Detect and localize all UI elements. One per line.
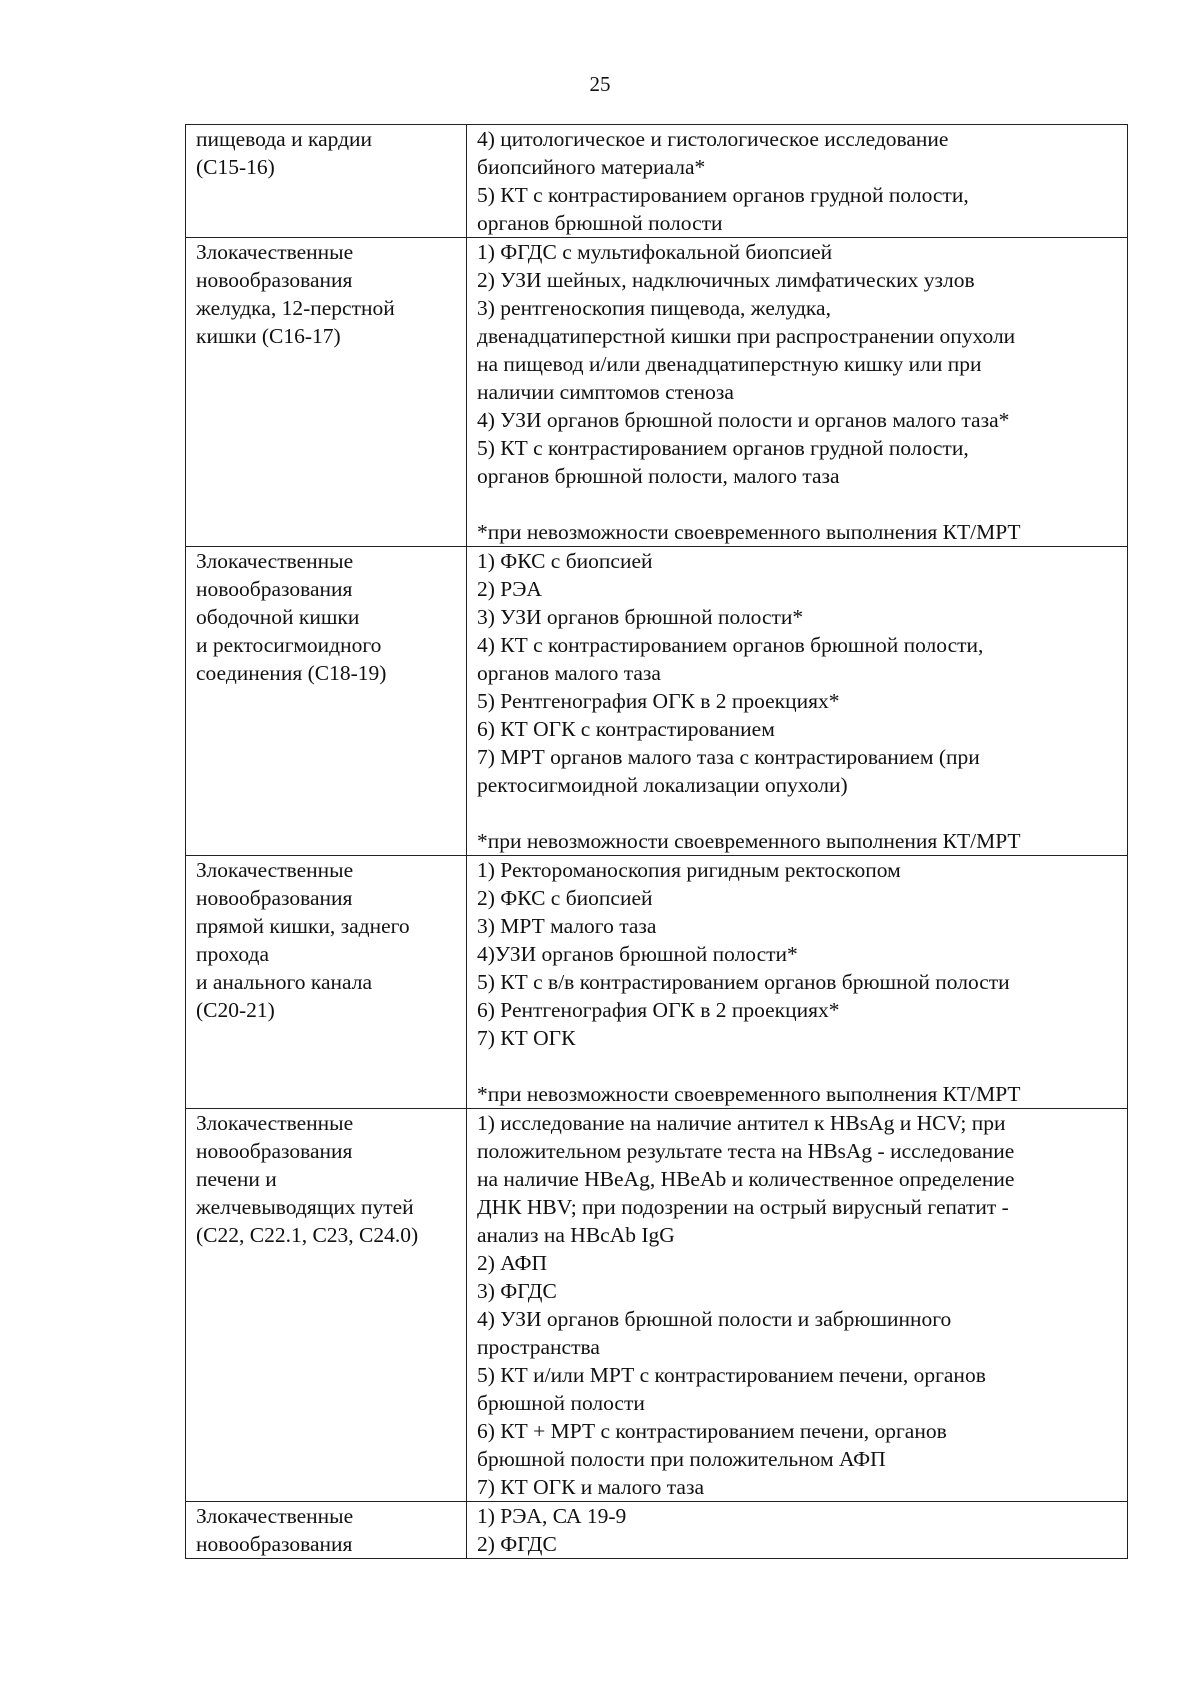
examination-line: 4) цитологическое и гистологическое исследование <box>477 127 949 151</box>
examination-line: 5) Рентгенография ОГК в 2 проекциях* <box>477 689 840 713</box>
table-row <box>186 1109 1128 1502</box>
examination-line: ректосигмоидной локализации опухоли) <box>477 773 848 797</box>
examination-line: органов малого таза <box>477 661 661 685</box>
diagnosis-line: желудка, 12-перстной <box>196 296 395 320</box>
diagnosis-cell <box>186 547 467 856</box>
examination-line: 5) КТ с контрастированием органов грудной полости, <box>477 183 969 207</box>
examination-line: ДНК HBV; при подозрении на острый вирусный гепатит - <box>477 1195 1009 1219</box>
examination-cell <box>467 1502 1128 1559</box>
diagnosis-line: печени и <box>196 1167 277 1191</box>
table-row <box>186 238 1128 547</box>
diagnosis-line: Злокачественные <box>196 549 354 573</box>
diagnosis-cell <box>186 1109 467 1502</box>
examination-line: 4)УЗИ органов брюшной полости* <box>477 942 798 966</box>
diagnosis-line: желчевыводящих путей <box>196 1195 414 1219</box>
diagnosis-line: пищевода и кардии <box>196 127 373 151</box>
examination-line: 5) КТ и/или МРТ с контрастированием печени, органов <box>477 1363 986 1387</box>
diagnosis-line: и анального канала <box>196 970 373 994</box>
examination-line: 5) КТ с в/в контрастированием органов брюшной полости <box>477 970 1010 994</box>
diagnosis-line: прямой кишки, заднего <box>196 914 410 938</box>
examination-line: 4) УЗИ органов брюшной полости и органов малого таза* <box>477 408 1010 432</box>
diagnosis-line: новообразования <box>196 1532 353 1556</box>
diagnosis-line: ободочной кишки <box>196 605 360 629</box>
examination-line: органов брюшной полости <box>477 211 723 235</box>
examination-line: 1) ФКС с биопсией <box>477 549 653 573</box>
examination-cell <box>467 547 1128 856</box>
examination-line: пространства <box>477 1335 600 1359</box>
examination-cell <box>467 856 1128 1109</box>
diagnosis-cell <box>186 1502 467 1559</box>
examination-line: на пищевод и/или двенадцатиперстную кишку или при <box>477 352 982 376</box>
examination-line: 3) МРТ малого таза <box>477 914 657 938</box>
diagnosis-line: (С22, С22.1, С23, С24.0) <box>196 1223 419 1247</box>
examination-line: двенадцатиперстной кишки при распространении опухоли <box>477 324 1016 348</box>
examination-line: 6) Рентгенография ОГК в 2 проекциях* <box>477 998 840 1022</box>
examination-line: 1) Ректороманоскопия ригидным ректоскопом <box>477 858 901 882</box>
examination-line: 4) КТ с контрастированием органов брюшной полости, <box>477 633 984 657</box>
examination-line: *при невозможности своевременного выполнения КТ/МРТ <box>477 520 1021 544</box>
examination-cell <box>467 1109 1128 1502</box>
diagnosis-line: Злокачественные <box>196 240 354 264</box>
examination-line: 2) ФГДС <box>477 1532 557 1556</box>
examination-line: анализ на HBcAb IgG <box>477 1223 675 1247</box>
examination-line: 5) КТ с контрастированием органов грудной полости, <box>477 436 969 460</box>
diagnosis-line: кишки (С16-17) <box>196 324 341 348</box>
examination-line: положительном результате теста на HBsAg - исследование <box>477 1139 1015 1163</box>
examination-line: 3) УЗИ органов брюшной полости* <box>477 605 804 629</box>
examination-line: 2) УЗИ шейных, надключичных лимфатических узлов <box>477 268 975 292</box>
diagnosis-line: новообразования <box>196 268 353 292</box>
examination-line: на наличие HBeAg, HBeAb и количественное определение <box>477 1167 1015 1191</box>
examination-line: 6) КТ + МРТ с контрастированием печени, органов <box>477 1419 947 1443</box>
table-row <box>186 856 1128 1109</box>
diagnosis-line: Злокачественные <box>196 858 354 882</box>
diagnosis-line: прохода <box>196 942 270 966</box>
examination-line: 1) ФГДС с мультифокальной биопсией <box>477 240 833 264</box>
examination-line: наличии симптомов стеноза <box>477 380 734 404</box>
table-row <box>186 1502 1128 1559</box>
diagnosis-line: (С15-16) <box>196 155 275 179</box>
examination-line: 7) КТ ОГК <box>477 1026 576 1050</box>
diagnosis-line: Злокачественные <box>196 1504 354 1528</box>
examination-line: 7) КТ ОГК и малого таза <box>477 1475 704 1499</box>
examination-line: *при невозможности своевременного выполнения КТ/МРТ <box>477 829 1021 853</box>
blank-line <box>477 1052 1121 1080</box>
blank-line <box>477 490 1121 518</box>
examination-line: 3) рентгеноскопия пищевода, желудка, <box>477 296 831 320</box>
diagnosis-cell <box>186 856 467 1109</box>
diagnosis-line: новообразования <box>196 577 353 601</box>
examination-line: органов брюшной полости, малого таза <box>477 464 840 488</box>
examination-line: 2) РЭА <box>477 577 542 601</box>
table-row <box>186 547 1128 856</box>
examination-line: 2) АФП <box>477 1251 547 1275</box>
examination-line: 6) КТ ОГК с контрастированием <box>477 717 775 741</box>
examination-line: брюшной полости <box>477 1391 645 1415</box>
diagnosis-line: соединения (С18-19) <box>196 661 387 685</box>
examination-line: 1) исследование на наличие антител к HBsAg и HCV; при <box>477 1111 1006 1135</box>
diagnosis-line: новообразования <box>196 1139 353 1163</box>
examination-line: *при невозможности своевременного выполнения КТ/МРТ <box>477 1082 1021 1106</box>
examination-cell <box>467 238 1128 547</box>
examination-line: 3) ФГДС <box>477 1279 557 1303</box>
table-row <box>186 125 1128 238</box>
diagnosis-line: Злокачественные <box>196 1111 354 1135</box>
examination-cell <box>467 125 1128 238</box>
diagnosis-line: (С20-21) <box>196 998 275 1022</box>
blank-line <box>477 799 1121 827</box>
examination-line: 2) ФКС с биопсией <box>477 886 653 910</box>
diagnostics-table <box>185 124 1128 1559</box>
diagnosis-cell <box>186 125 467 238</box>
examination-line: 4) УЗИ органов брюшной полости и забрюшинного <box>477 1307 952 1331</box>
diagnosis-line: и ректосигмоидного <box>196 633 382 657</box>
page-number: 25 <box>589 72 611 96</box>
examination-line: 7) МРТ органов малого таза с контрастированием (при <box>477 745 980 769</box>
examination-line: 1) РЭА, СА 19-9 <box>477 1504 627 1528</box>
examination-line: биопсийного материала* <box>477 155 706 179</box>
diagnosis-line: новообразования <box>196 886 353 910</box>
examination-line: брюшной полости при положительном АФП <box>477 1447 886 1471</box>
diagnosis-cell <box>186 238 467 547</box>
